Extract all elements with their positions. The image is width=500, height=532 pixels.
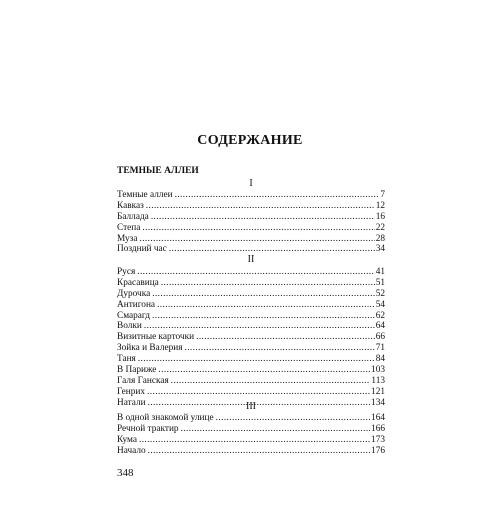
dot-leader [148, 446, 370, 457]
dot-leader [161, 278, 375, 289]
entry-page: 34 [375, 244, 385, 255]
page-number: 348 [117, 467, 134, 479]
toc-entry [117, 413, 385, 424]
entry-page: 103 [371, 365, 385, 376]
entry-page: 28 [375, 233, 385, 244]
dot-leader [184, 343, 374, 354]
entry-page: 164 [371, 413, 385, 423]
dot-leader [181, 424, 370, 435]
entry-page: 66 [375, 332, 385, 343]
dot-leader [175, 190, 380, 201]
dot-leader [139, 234, 374, 245]
dot-leader [142, 223, 374, 234]
dot-leader [152, 289, 374, 300]
toc-entry [117, 343, 385, 354]
entry-page: 113 [371, 375, 385, 386]
dot-leader [158, 365, 370, 376]
part-number-2: II [247, 254, 255, 265]
entry-title: Руся [117, 267, 136, 277]
entry-title: Смарагд [117, 310, 151, 321]
toc-entry [117, 354, 385, 365]
entry-title: Кума [117, 434, 137, 445]
entry-title: Муза [117, 233, 138, 244]
toc-entry [117, 212, 385, 223]
entry-title: Генрих [117, 386, 146, 397]
dot-leader [152, 311, 375, 322]
entry-page: 7 [380, 190, 385, 200]
toc-entry [117, 289, 385, 300]
entry-page: 41 [375, 267, 385, 277]
toc-entry [117, 223, 385, 234]
dot-leader [146, 201, 375, 212]
toc-entry [117, 300, 385, 311]
dot-leader [157, 300, 375, 311]
entry-title: Степа [117, 222, 141, 233]
dot-leader [138, 354, 375, 365]
entry-title: Натали [117, 397, 146, 408]
part-number-1: I [249, 178, 253, 189]
toc-entry [117, 267, 385, 278]
toc-entry [117, 321, 385, 332]
toc-entry [117, 234, 385, 245]
entry-title: Кавказ [117, 200, 144, 211]
entry-page: 51 [375, 277, 385, 288]
toc-entry [117, 365, 385, 376]
dot-leader [144, 321, 375, 332]
entry-page: 71 [375, 343, 385, 354]
dot-leader [147, 387, 370, 398]
entry-page: 54 [375, 299, 385, 310]
entry-page: 166 [371, 423, 385, 434]
entry-title: Баллада [117, 211, 149, 222]
entry-page: 134 [371, 397, 385, 408]
toc-entry [117, 376, 385, 387]
toc-list-part-1 [117, 190, 385, 255]
entry-title: Красавица [117, 277, 159, 288]
entry-title: Поздний час [117, 244, 167, 255]
entry-title: Зойка и Валерия [117, 343, 183, 354]
dot-leader [216, 413, 370, 424]
dot-leader [137, 267, 374, 278]
entry-title: Таня [117, 354, 136, 365]
toc-list-part-2 [117, 267, 385, 409]
entry-page: 121 [371, 386, 385, 397]
toc-entry [117, 201, 385, 212]
toc-entry [117, 435, 385, 446]
toc-entry [117, 190, 385, 201]
entry-page: 176 [371, 445, 385, 456]
entry-page: 16 [375, 211, 385, 222]
part-number-3: III [246, 401, 256, 412]
entry-page: 12 [375, 200, 385, 211]
entry-title: Визитные карточки [117, 332, 195, 343]
entry-page: 64 [375, 321, 385, 332]
entry-title: Речной трактир [117, 423, 179, 434]
toc-entry [117, 446, 385, 457]
toc-list-part-3 [117, 413, 385, 457]
entry-title: Галя Ганская [117, 375, 169, 386]
dot-leader [171, 376, 371, 387]
section-title: ТЕМНЫЕ АЛЛЕИ [117, 166, 199, 176]
entry-page: 22 [375, 222, 385, 233]
toc-entry [117, 424, 385, 435]
dot-leader [139, 435, 370, 446]
toc-entry [117, 278, 385, 289]
dot-leader [196, 332, 375, 343]
entry-title: Темные аллеи [117, 190, 173, 200]
entry-title: Начало [117, 445, 146, 456]
page-title: СОДЕРЖАНИЕ [197, 133, 303, 148]
entry-page: 173 [371, 434, 385, 445]
entry-title: В одной знакомой улице [117, 413, 214, 423]
entry-title: В Париже [117, 365, 157, 376]
dot-leader [151, 212, 375, 223]
entry-page: 62 [375, 310, 385, 321]
entry-title: Дурочка [117, 288, 151, 299]
entry-title: Волки [117, 321, 142, 332]
entry-title: Антигона [117, 299, 156, 310]
toc-entry [117, 311, 385, 322]
entry-page: 84 [375, 354, 385, 365]
entry-page: 52 [375, 288, 385, 299]
toc-entry [117, 332, 385, 343]
toc-entry [117, 387, 385, 398]
